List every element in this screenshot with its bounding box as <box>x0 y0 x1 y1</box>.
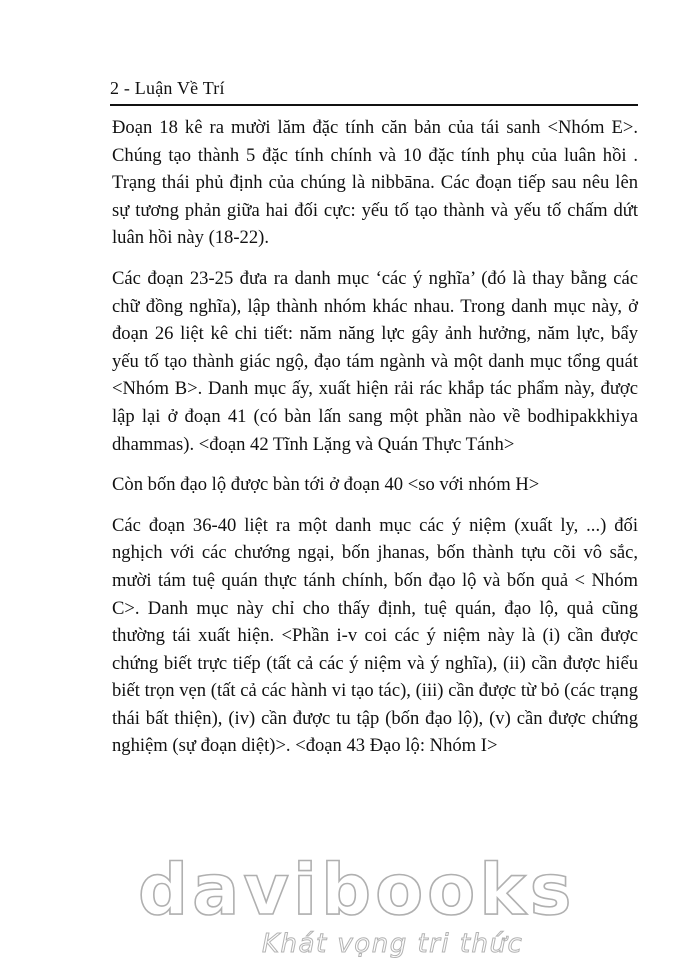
paragraph-4: Các đoạn 36-40 liệt ra một danh mục các ý niệm (xuất ly, ...) đối nghịch với các chướng ngại, bốn jhanas, bốn thành tựu cõi vô sắc, mười tám tuệ quán thực tánh chính, bốn đạo lộ và bốn quả < Nhóm C>. Danh mục này chỉ cho thấy định, tuệ quán, đạo lộ, quả cũng thường tái xuất hiện. <Phần i-v coi các ý niệm này là (i) cần được chứng biết trực tiếp (tất cả các ý niệm và ý nghĩa), (ii) cần được hiểu biết trọn vẹn (tất cả các hành vi tạo tác), (iii) cần được từ bỏ (các trạng thái bất thiện), (iv) cần được tu tập (bốn đạo lộ), (v) cần được chứng nghiệm (sự đoạn diệt)>. <đoạn 43 Đạo lộ: Nhóm I> <box>112 514 638 757</box>
page-body <box>112 114 638 773</box>
paragraph-3: Còn bốn đạo lộ được bàn tới ở đoạn 40 <so với nhóm H> <box>112 474 540 496</box>
running-header: 2 - Luận Về Trí <box>110 76 638 106</box>
paragraph-2: Các đoạn 23-25 đưa ra danh mục ‘các ý nghĩa’ (đó là thay bằng các chữ đồng nghĩa), lập thành nhóm khác nhau. Trong danh mục này, ở đoạn 26 liệt kê chi tiết: năm năng lực gây ảnh hưởng, năm lực, bẩy yếu tố tạo thành giác ngộ, đạo tám ngành và một danh mục tổng quát <Nhóm B>. Danh mục ấy, xuất hiện rải rác khắp tác phẩm này, được lập lại ở đoạn 41 (có bàn lấn sang một phần nào về bodhipakkhiya dhammas). <đoạn 42 Tĩnh Lặng và Quán Thực Tánh> <box>112 267 638 455</box>
watermark-tagline: Khát vọng tri thức <box>262 929 524 959</box>
publisher-watermark <box>0 850 700 969</box>
watermark-logo: davibooks <box>138 849 576 931</box>
paragraph-1: Đoạn 18 kê ra mười lăm đặc tính căn bản của tái sanh <Nhóm E>. Chúng tạo thành 5 đặc tính chính và 10 đặc tính phụ của luân hồi . Trạng thái phủ định của chúng là nibbāna. Các đoạn tiếp sau nêu lên sự tương phản giữa hai đối cực: yếu tố tạo thành và yếu tố chấm dứt luân hồi này (18-22). <box>112 117 638 249</box>
